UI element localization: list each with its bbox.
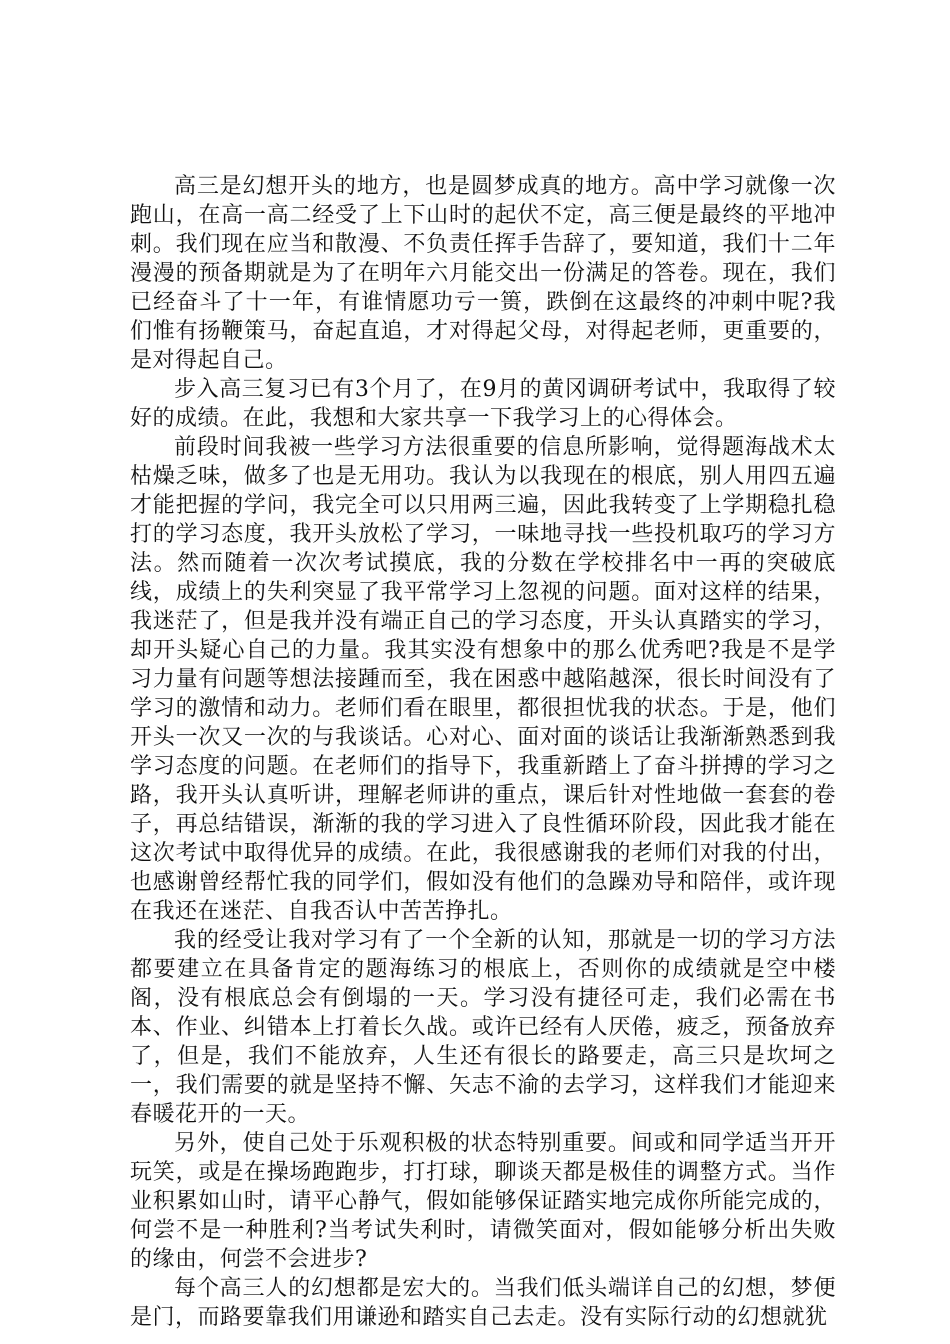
paragraph-5: 另外，使自己处于乐观积极的状态特别重要。间或和同学适当开开玩笑，或是在操场跑跑步，打打球，聊谈天都是极佳的调整方式。当作业积累如山时，请平心静气，假如能够保证踏实地完成你所能完成的，何尝不是一种胜利?当考试失利时，请微笑面对，假如能够分析出失败的缘由，何尝不会进步? xyxy=(130,1131,836,1272)
paragraph-2: 步入高三复习已有3个月了，在9月的黄冈调研考试中，我取得了较好的成绩。在此，我想和大家共享一下我学习上的心得体会。 xyxy=(130,377,836,431)
paragraph-1: 高三是幻想开头的地方，也是圆梦成真的地方。高中学习就像一次跑山，在高一高二经受了上下山时的起伏不定，高三便是最终的平地冲刺。我们现在应当和散漫、不负责任挥手告辞了，要知道，我们十二年漫漫的预备期就是为了在明年六月能交出一份满足的答卷。现在，我们已经奋斗了十一年，有谁情愿功亏一篑，跌倒在这最终的冲刺中呢?我们惟有扬鞭策马，奋起直追，才对得起父母，对得起老师，更重要的，是对得起自己。 xyxy=(130,174,836,373)
paragraph-6: 每个高三人的幻想都是宏大的。当我们低头端详自己的幻想，梦便是门，而路要靠我们用谦逊和踏实自己去走。没有实际行动的幻想就犹 xyxy=(130,1276,836,1330)
paragraph-3: 前段时间我被一些学习方法很重要的信息所影响，觉得题海战术太枯燥乏味，做多了也是无用功。我认为以我现在的根底，别人用四五遍才能把握的学问，我完全可以只用两三遍，因此我转变了上学期稳扎稳打的学习态度，我开头放松了学习，一味地寻找一些投机取巧的学习方法。然而随着一次次考试摸底，我的分数在学校排名中一再的突破底线，成绩上的失利突显了我平常学习上忽视的问题。面对这样的结果，我迷茫了，但是我并没有端正自己的学习态度，开头认真踏实的学习，却开头疑心自己的力量。我其实没有想象中的那么优秀吧?我是不是学习力量有问题等想法接踵而至，我在困惑中越陷越深，很长时间没有了学习的激情和动力。老师们看在眼里，都很担忧我的状态。于是，他们开头一次又一次的与我谈话。心对心、面对面的谈话让我渐渐熟悉到我学习态度的问题。在老师们的指导下，我重新踏上了奋斗拼搏的学习之路，我开头认真听讲，理解老师讲的重点，课后针对性地做一套套的卷子，再总结错误，渐渐的我的学习进入了良性循环阶段，因此我才能在这次考试中取得优异的成绩。在此，我很感谢我的老师们对我的付出，也感谢曾经帮忙我的同学们，假如没有他们的急躁劝导和陪伴，或许现在我还在迷茫、自我否认中苦苦挣扎。 xyxy=(130,435,836,924)
paragraph-4: 我的经受让我对学习有了一个全新的认知，那就是一切的学习方法都要建立在具备肯定的题海练习的根底上，否则你的成绩就是空中楼阁，没有根底总会有倒塌的一天。学习没有捷径可走，我们必需在书本、作业、纠错本上打着长久战。或许已经有人厌倦，疲乏，预备放弃了，但是，我们不能放弃，人生还有很长的路要走，高三只是坎坷之一，我们需要的就是坚持不懈、矢志不渝的去学习，这样我们才能迎来春暖花开的一天。 xyxy=(130,928,836,1127)
document-body xyxy=(130,172,836,1332)
